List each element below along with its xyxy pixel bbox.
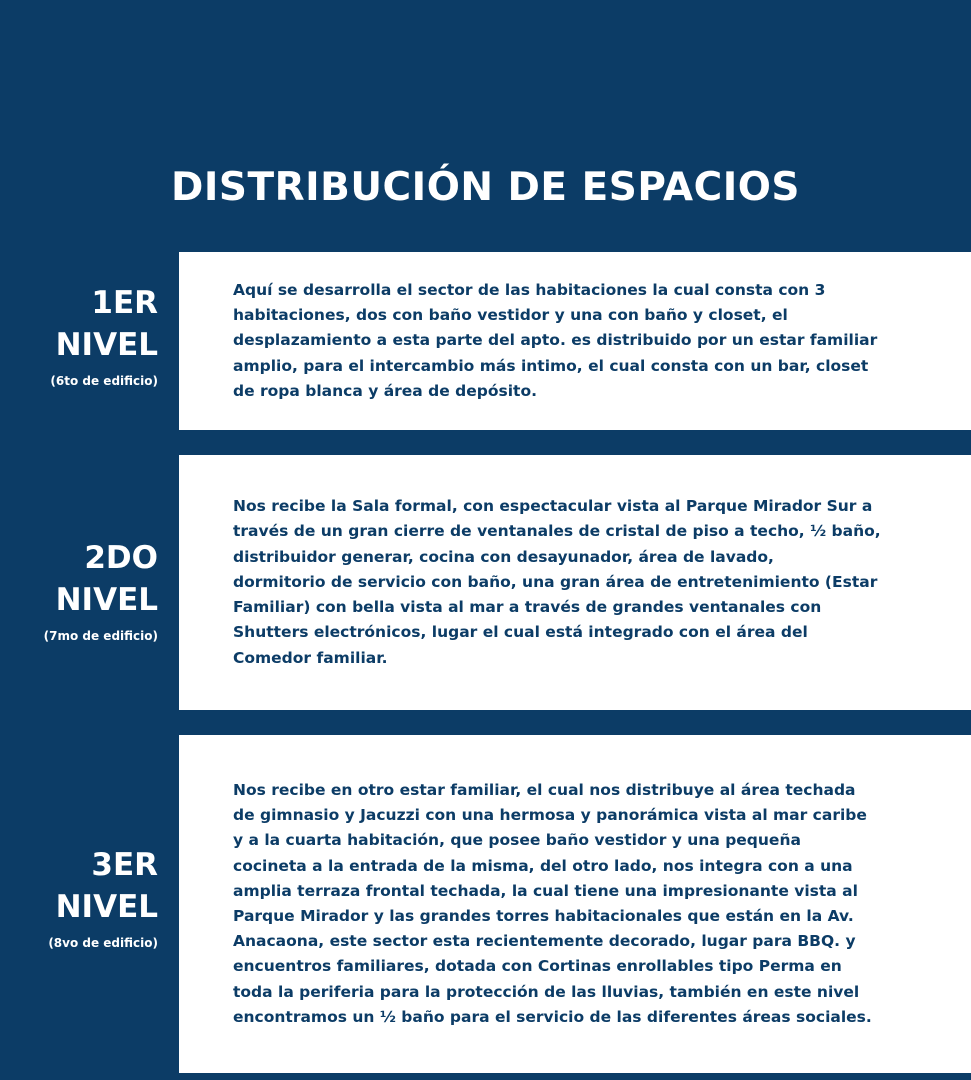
level-2-label (0, 537, 158, 645)
level-1-name-line2: NIVEL (55, 327, 158, 363)
level-3-label (0, 844, 158, 952)
level-1-label (0, 282, 158, 390)
level-3-description: Nos recibe en otro estar familiar, el cual nos distribuye al área techada de gimnasio y Jacuzzi con una hermosa y panorámica vista al mar caribe y a la cuarta habitación, que posee baño vestidor y una pequeña cocineta a la entrada de la misma, del otro lado, nos integra con a una amplia terraza frontal techada, la cual tiene una impresionante vista al Parque Mirador y las grandes torres habitacionales que están en la Av. Anacaona, este sector esta recientemente decorado, lugar para BBQ. y encuentros familiares, dotada con Cortinas enrollables tipo Perma en toda la periferia para la protección de las lluvias, también en este nivel encontramos un ½ baño para el servicio de las diferentes áreas sociales. (233, 780, 872, 1026)
level-3-subtitle: (8vo de edificio) (48, 936, 158, 950)
level-2-description: Nos recibe la Sala formal, con espectacular vista al Parque Mirador Sur a través de un gran cierre de ventanales de cristal de piso a techo, ½ baño, distribuidor generar, cocina con desayunador, área de lavado, dormitorio de servicio con baño, una gran área de entretenimiento (Estar Familiar) con bella vista al mar a través de grandes ventanales con Shutters electrónicos, lugar el cual está integrado con el área del Comedor familiar. (233, 497, 881, 667)
level-2-subtitle: (7mo de edificio) (43, 629, 158, 643)
level-2-panel (179, 455, 971, 710)
level-1-name-line1: 1ER (91, 285, 158, 321)
page-title: DISTRIBUCIÓN DE ESPACIOS (171, 165, 800, 211)
level-3-panel (179, 735, 971, 1073)
level-3-name-line2: NIVEL (55, 889, 158, 925)
level-1-panel (179, 252, 971, 430)
level-2-name-line1: 2DO (84, 540, 158, 576)
level-1-description: Aquí se desarrolla el sector de las habitaciones la cual consta con 3 habitaciones, dos con baño vestidor y una con baño y closet, el desplazamiento a esta parte del apto. es distribuido por un estar familiar amplio, para el intercambio más intimo, el cual consta con un bar, closet de ropa blanca y área de depósito. (233, 280, 878, 400)
level-3-name-line1: 3ER (91, 847, 158, 883)
level-2-name-line2: NIVEL (55, 582, 158, 618)
level-1-subtitle: (6to de edificio) (50, 374, 158, 388)
